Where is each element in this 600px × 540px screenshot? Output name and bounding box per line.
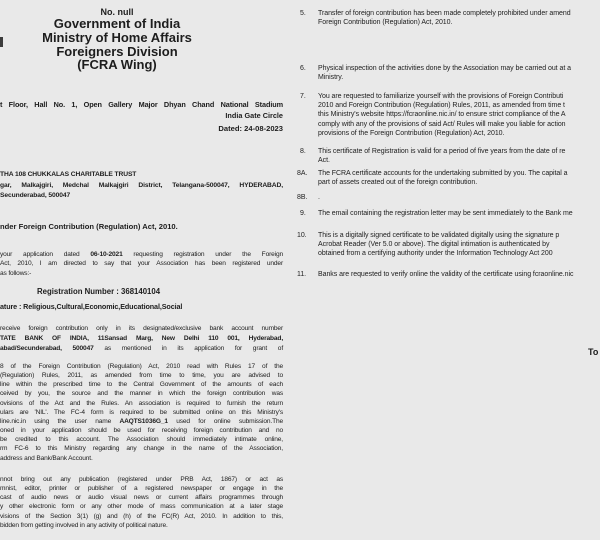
document-line: obtained from a certifying authority under the Information Technology Act 200 [318, 250, 553, 258]
item-text [318, 92, 600, 138]
document-line: Banks are requested to verify online the validity of the certificate using fcraonline.nic [318, 271, 574, 278]
item-number: 8. [300, 148, 306, 155]
document-line: address and Bank/Bank Account. [0, 454, 93, 462]
item-number: 8A. [297, 170, 308, 177]
org-line-wing: (FCRA Wing) [77, 57, 157, 73]
document-line: Physical inspection of the activities done by the Association may be carried out at a [318, 65, 571, 72]
document-line: nnot bring out any publication (registered under PRB Act, 1867) or act as [0, 476, 283, 483]
document-line: ovisions of the Act and the Rules. An association is required to furnish the return [0, 399, 283, 407]
conditions-right-column [297, 0, 600, 540]
condition-item-10 [297, 231, 600, 259]
document-line: Ministry. [318, 74, 344, 82]
bank-address-run: abad/Secunderabad, 500047 [0, 345, 94, 352]
paragraph-bank-account [0, 324, 283, 354]
document-line: as follows:- [0, 269, 32, 277]
org-line-ministry: Ministry of Home Affairs [42, 29, 192, 45]
document-line: This certificate of Registration is valid for a period of five years from the date of re [318, 148, 566, 155]
document-line: Act. [318, 157, 330, 165]
document-line: 8 of the Foreign Contribution (Regulation) Act, 2010 read with Rules 17 of the [0, 363, 283, 370]
document-line: provisions of the Foreign Contribution (Regulation) Act, 2010. [318, 129, 505, 137]
document-line: receive foreign contribution only in its designated/exclusive bank account number [0, 325, 283, 332]
certificate-left-column [0, 0, 283, 540]
document-line: . [318, 194, 320, 201]
government-header [0, 17, 234, 72]
item-text [318, 64, 600, 82]
to-salutation: To [588, 347, 599, 357]
addressee-address: Secunderabad, 500047 [0, 192, 71, 200]
condition-item-9 [297, 209, 600, 218]
condition-item-8 [297, 147, 600, 165]
document-line: The email containing the registration letter may be sent immediately to the Bank me [318, 210, 573, 217]
document-line: be credited to this account. The Association should immediately intimate online, [0, 436, 283, 444]
addressee-address: gar, Malkajgiri, Medchal Malkajgiri District, Telangana-500047, HYDERABAD, [0, 181, 283, 189]
paragraph-application [0, 250, 283, 278]
item-number: 9. [300, 210, 306, 217]
org-line-government: Government of India [53, 16, 181, 31]
item-text [318, 147, 600, 165]
item-text [318, 9, 600, 27]
item-text [318, 270, 600, 279]
item-number: 8B. [297, 194, 308, 201]
document-line: (Regulation) Rules, 2011, as amended from time to time, you are advised to [0, 372, 283, 380]
online-user-name: AAQTS1036G_1 [119, 417, 168, 425]
document-line: rm FC-6 to this Ministry regarding any change in the name of the Association, [0, 445, 283, 453]
page-edge-artifact [0, 37, 3, 47]
condition-item-5 [297, 9, 600, 27]
document-line [0, 417, 283, 426]
document-line: visions of the Section 3(1) (g) and (h) of the FC(R) Act, 2010. In addition to this, [0, 512, 283, 520]
item-text [318, 169, 600, 187]
item-number: 10. [297, 232, 307, 239]
office-address-line: t Floor, Hall No. 1, Open Gallery Major Dhyan Chand National Stadium [0, 100, 283, 109]
addressee-name: THA 108 CHUKKALAS CHARITABLE TRUST [0, 171, 137, 178]
item-number: 11. [297, 271, 307, 278]
document-line: ulars are 'NIL'. The FC-4 form is required to be submitted online on this Ministry's [0, 408, 283, 416]
condition-item-6 [297, 64, 600, 82]
document-line [0, 250, 283, 259]
document-line: 2010 and Foreign Contribution (Regulation) Rules, 2011, as amended from time t [318, 102, 565, 110]
condition-item-8a [297, 169, 600, 187]
document-line: This is a digitally signed certificate to be validated digitally using the signature p [318, 232, 560, 239]
org-line-division: Foreigners Division [56, 43, 178, 59]
document-line: mnist, editor, printer or publisher of a registered newspaper or engage in the [0, 485, 283, 493]
document-line: Foreign Contribution (Regulation) Act, 2010. [318, 19, 453, 27]
document-line [0, 344, 283, 354]
condition-item-8b [297, 193, 600, 202]
item-text [318, 193, 600, 202]
application-date: 06-10-2021 [90, 251, 123, 258]
subject-line: nder Foreign Contribution (Regulation) Act, 2010. [0, 222, 178, 231]
item-text [318, 209, 600, 218]
condition-item-11 [297, 270, 600, 279]
document-line: You are requested to familiarize yourself with the provisions of Foreign Contributi [318, 93, 564, 100]
text-run: line.nic.in using the user name [0, 417, 120, 425]
document-number-line: No. null [100, 7, 134, 17]
text-run: your application dated [0, 251, 91, 258]
item-number: 6. [300, 65, 306, 72]
office-address-line: India Gate Circle [225, 111, 283, 120]
document-line: ceived by you, the source and the manner in which the foreign contribution was [0, 390, 283, 398]
item-text [318, 231, 600, 259]
item-number: 5. [300, 10, 306, 17]
document-line: part of assets created out of the foreign contribution. [318, 179, 478, 187]
item-number: 7. [300, 93, 306, 100]
text-run: as mentioned in its application for grant of [93, 345, 283, 352]
addressee-block [0, 170, 283, 202]
document-line: Act, 2010, I am directed to say that your Association has been registered under [0, 260, 283, 268]
bank-name-line: TATE BANK OF INDIA, 11Sansad Marg, New Delhi 110 001, Hyderabad, [0, 335, 283, 342]
document-line: y other electronic form or any other mode of mass communication at a later stage [0, 503, 283, 511]
text-run: requesting registration under the Foreign [122, 251, 283, 258]
document-line: this Ministry's website https://fcraonline.nic.in/ to ensure strict compliance of the A [318, 111, 566, 119]
document-line: line within the prescribed time to the Central Government of the amounts of each [0, 381, 283, 389]
paragraph-return-filing [0, 362, 283, 463]
document-line: oned in your application should be used for receiving foreign contribution and no [0, 427, 283, 435]
document-line: The FCRA certificate accounts for the undertaking submitted by you. The capital a [318, 170, 568, 177]
registration-number: Registration Number : 368140104 [37, 287, 161, 296]
condition-item-7 [297, 92, 600, 138]
dated-line: Dated: 24-08-2023 [218, 124, 283, 133]
nature-line: ature : Religious,Cultural,Economic,Educational,Social [0, 302, 183, 311]
paragraph-publication-restrictions [0, 475, 283, 530]
document-line: bidden from getting involved in any activity of political nature. [0, 521, 168, 529]
document-line: comply with any of the provisions of said Act/ Rules will make you liable for action [318, 120, 566, 128]
document-line: Transfer of foreign contribution has been made completely prohibited under amend [318, 10, 571, 17]
text-run: used for online submission.The [167, 417, 283, 425]
document-line: Acrobat Reader (Ver 5.0 or above). The digital intimation is authenticated by [318, 241, 550, 249]
document-line: cast of audio news or audio visual news or current affairs programmes through [0, 494, 283, 502]
